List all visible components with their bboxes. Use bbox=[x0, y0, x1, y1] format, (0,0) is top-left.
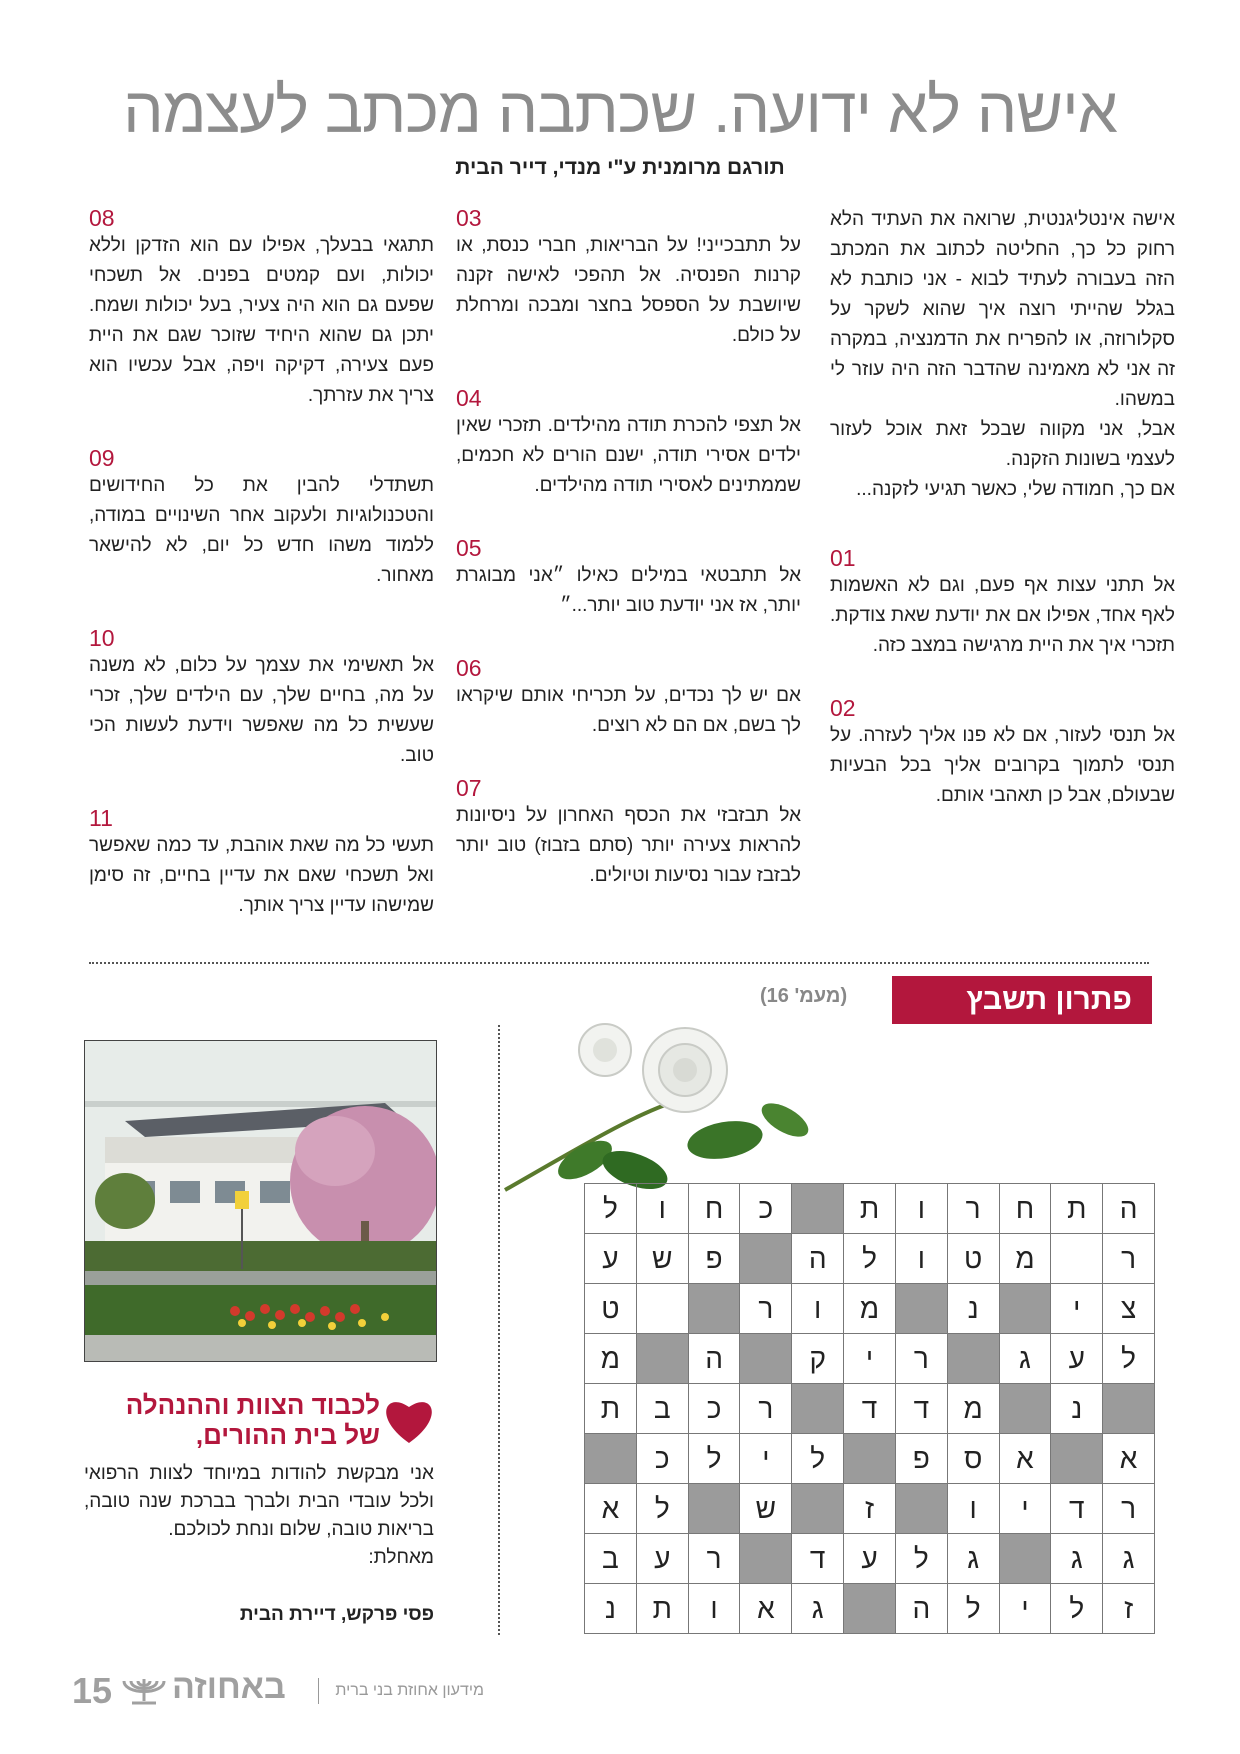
grid-cell: מ bbox=[1000, 1234, 1052, 1284]
grid-black-cell bbox=[844, 1584, 896, 1634]
grid-cell: ק bbox=[792, 1334, 844, 1384]
grid-cell: י bbox=[1000, 1584, 1052, 1634]
grid-cell: א bbox=[1000, 1434, 1052, 1484]
grid-cell: פ bbox=[689, 1234, 741, 1284]
item-number: 04 bbox=[456, 385, 482, 411]
grid-cell: ב bbox=[585, 1534, 637, 1584]
grid-cell: ל bbox=[1051, 1584, 1103, 1634]
grid-cell: נ bbox=[1051, 1384, 1103, 1434]
grid-cell: ש bbox=[637, 1234, 689, 1284]
grid-black-cell bbox=[637, 1334, 689, 1384]
column-left bbox=[89, 205, 434, 921]
page-title: אישה לא ידועה. שכתבה מכתב לעצמה bbox=[123, 74, 1117, 146]
item-number: 07 bbox=[456, 775, 482, 801]
grid-cell: ד bbox=[844, 1384, 896, 1434]
grid-cell: ר bbox=[1103, 1484, 1155, 1534]
grid-cell bbox=[1051, 1234, 1103, 1284]
grid-cell: ג bbox=[792, 1584, 844, 1634]
grid-cell: ה bbox=[689, 1334, 741, 1384]
grid-cell: א bbox=[585, 1484, 637, 1534]
grid-cell: כ bbox=[637, 1434, 689, 1484]
grid-black-cell bbox=[948, 1334, 1000, 1384]
list-item bbox=[456, 655, 801, 741]
list-item bbox=[89, 625, 434, 771]
grid-black-cell bbox=[740, 1234, 792, 1284]
grid-cell: ד bbox=[792, 1534, 844, 1584]
item-number: 09 bbox=[89, 445, 115, 471]
grid-cell: ע bbox=[844, 1534, 896, 1584]
item-number: 03 bbox=[456, 205, 482, 231]
item-text: אל תנסי לעזור, אם לא פנו אליך לעזרה. על תנסי לתמוך בקרובים אליך בכל הבעיות שבעולם, אבל כן תאהבי אותם. bbox=[830, 725, 1175, 806]
item-text: אל תאשימי את עצמך על כלום, לא משנה על מה, בחיים שלך, עם הילדים שלך, זכרי שעשית כל מה שאפשר וידעת לעשות הכי טוב. bbox=[89, 655, 434, 766]
grid-cell bbox=[637, 1284, 689, 1334]
item-text: על תתבכייני! על הבריאות, חברי כנסת, או קרנות הפנסיה. אל תהפכי לאישה זקנה שיושבת על הספסל בחצר ומבכה ומרחלת על כולם. bbox=[456, 235, 801, 346]
grid-cell: ש bbox=[740, 1484, 792, 1534]
heart-icon bbox=[382, 1395, 436, 1445]
thanks-title-line: של בית ההורים, bbox=[195, 1420, 380, 1450]
menorah-icon bbox=[118, 1677, 170, 1705]
grid-cell: צ bbox=[1103, 1284, 1155, 1334]
grid-cell: ט bbox=[948, 1234, 1000, 1284]
grid-black-cell bbox=[689, 1284, 741, 1334]
grid-cell: ר bbox=[740, 1284, 792, 1334]
grid-cell: ז bbox=[1103, 1584, 1155, 1634]
solution-title: פתרון תשבץ bbox=[892, 976, 1152, 1024]
list-item bbox=[89, 205, 434, 411]
grid-cell: ר bbox=[896, 1334, 948, 1384]
grid-cell: כ bbox=[689, 1384, 741, 1434]
intro-paragraph: אבל, אני מקווה שבכל זאת אוכל לעזור לעצמי בשונות הזקנה. bbox=[830, 419, 1175, 470]
grid-cell: ז bbox=[844, 1484, 896, 1534]
grid-cell: נ bbox=[585, 1584, 637, 1634]
thanks-from-label: מאחלת: bbox=[368, 1547, 434, 1568]
grid-cell: ו bbox=[637, 1184, 689, 1234]
grid-cell: ח bbox=[689, 1184, 741, 1234]
footer-separator bbox=[318, 1678, 319, 1704]
item-text: תשתדלי להבין את כל החידושים והטכנולוגיות ולעקוב אחר השינויים במודה, ללמוד משהו חדש כל יום, לא להישאר מאחור. bbox=[89, 475, 434, 586]
grid-cell: ג bbox=[948, 1534, 1000, 1584]
grid-cell: י bbox=[844, 1334, 896, 1384]
grid-cell: ל bbox=[948, 1584, 1000, 1634]
list-item bbox=[456, 535, 801, 621]
item-number: 02 bbox=[830, 695, 856, 721]
grid-cell: מ bbox=[585, 1334, 637, 1384]
grid-black-cell bbox=[896, 1484, 948, 1534]
column-right bbox=[830, 205, 1175, 811]
grid-cell: ר bbox=[948, 1184, 1000, 1234]
grid-cell: ר bbox=[1103, 1234, 1155, 1284]
grid-cell: כ bbox=[740, 1184, 792, 1234]
grid-cell: ל bbox=[1103, 1334, 1155, 1384]
grid-black-cell bbox=[1051, 1434, 1103, 1484]
grid-black-cell bbox=[1000, 1384, 1052, 1434]
rose-illustration bbox=[495, 1010, 825, 1210]
grid-cell: ו bbox=[948, 1484, 1000, 1534]
grid-cell: י bbox=[740, 1434, 792, 1484]
thanks-body bbox=[84, 1460, 434, 1572]
grid-cell: נ bbox=[948, 1284, 1000, 1334]
item-text: אל תצפי להכרת תודה מהילדים. תזכרי שאין ילדים אסירי תודה, ישנם הורים לא חכמים, שממתינים לאסירי תודה מהילדים. bbox=[456, 415, 801, 496]
grid-cell: ר bbox=[689, 1534, 741, 1584]
grid-cell: ל bbox=[896, 1534, 948, 1584]
list-item bbox=[456, 205, 801, 351]
grid-cell: ל bbox=[585, 1184, 637, 1234]
grid-cell: ג bbox=[1103, 1534, 1155, 1584]
item-number: 11 bbox=[89, 805, 113, 831]
grid-cell: ת bbox=[585, 1384, 637, 1434]
thanks-signer: פסי פרקש, דיירת הבית bbox=[239, 1604, 434, 1625]
grid-cell: ו bbox=[896, 1234, 948, 1284]
grid-cell: ד bbox=[896, 1384, 948, 1434]
list-item bbox=[89, 805, 434, 921]
grid-cell: ה bbox=[896, 1584, 948, 1634]
item-text: תתגאי בבעלך, אפילו עם הוא הזדקן וללא יכולות, ועם קמטים בפנים. אל תשכחי שפעם גם הוא היה צעיר, בעל יכולות ושמח. יתכן גם שהוא היחיד שזוכר שגם את היית פעם צעירה, דקיקה ויפה, אבל עכשיו הוא צריך את עזרתך. bbox=[89, 235, 434, 406]
item-number: 05 bbox=[456, 535, 482, 561]
grid-cell: ל bbox=[792, 1434, 844, 1484]
grid-cell: י bbox=[1000, 1484, 1052, 1534]
grid-black-cell bbox=[792, 1384, 844, 1434]
page-subtitle: תורגם מרומנית ע"י מנדי, דייר הבית bbox=[455, 156, 785, 179]
item-number: 10 bbox=[89, 625, 115, 651]
footer-description: מידעון אחוזת בני ברית bbox=[335, 1682, 484, 1699]
thanks-title bbox=[90, 1390, 380, 1450]
grid-black-cell bbox=[740, 1534, 792, 1584]
grid-cell: י bbox=[1051, 1284, 1103, 1334]
grid-cell: ו bbox=[792, 1284, 844, 1334]
list-item bbox=[830, 695, 1175, 811]
grid-black-cell bbox=[1000, 1534, 1052, 1584]
crossword-solution-grid bbox=[584, 1183, 1155, 1634]
grid-cell: ל bbox=[689, 1434, 741, 1484]
grid-cell: ת bbox=[1051, 1184, 1103, 1234]
item-text: אל תתני עצות אף פעם, וגם לא האשמות לאף אחד, אפילו אם את יודעת שאת צודקת. תזכרי איך את היית מרגישה במצב כזה. bbox=[830, 575, 1175, 656]
grid-cell: מ bbox=[844, 1284, 896, 1334]
grid-cell: ו bbox=[896, 1184, 948, 1234]
item-text: תעשי כל מה שאת אוהבת, עד כמה שאפשר ואל תשכחי שאם את עדיין בחיים, זה סימן שמישהו עדיין צריך אותך. bbox=[89, 835, 434, 916]
grid-cell: מ bbox=[948, 1384, 1000, 1434]
item-text: אל תבזבזי את הכסף האחרון על ניסיונות להראות צעירה יותר (סתם בזבוז) טוב יותר לבזבז עבור נסיעות וטיולים. bbox=[456, 805, 801, 886]
brand-name: באחוזה bbox=[172, 1668, 286, 1706]
list-item bbox=[456, 775, 801, 891]
grid-cell: ל bbox=[637, 1484, 689, 1534]
list-item bbox=[830, 545, 1175, 661]
thanks-message: אני מבקשת להודות במיוחד לצוות הרפואי ולכל עובדי הבית ולברך בברכת שנה טובה, בריאות טובה, שלום ונחת לכולכם. bbox=[84, 1463, 434, 1540]
grid-black-cell bbox=[689, 1484, 741, 1534]
list-item bbox=[89, 445, 434, 591]
building-photo-illustration bbox=[85, 1041, 436, 1361]
grid-cell: ה bbox=[792, 1234, 844, 1284]
grid-cell: ע bbox=[637, 1534, 689, 1584]
grid-cell: ד bbox=[1051, 1484, 1103, 1534]
grid-cell: ג bbox=[1051, 1534, 1103, 1584]
grid-cell: ע bbox=[585, 1234, 637, 1284]
grid-black-cell bbox=[1000, 1284, 1052, 1334]
item-text: אם יש לך נכדים, על תכריחי אותם שיקראו לך בשם, אם הם לא רוצים. bbox=[456, 685, 801, 736]
grid-cell: פ bbox=[896, 1434, 948, 1484]
grid-black-cell bbox=[844, 1434, 896, 1484]
grid-cell: ע bbox=[1051, 1334, 1103, 1384]
grid-cell: ר bbox=[740, 1384, 792, 1434]
intro-paragraph: אישה אינטליגנטית, שרואה את העתיד הלא רחוק כל כך, החליטה לכתוב את המכתב הזה בעבורה לעתיד לבוא - אני כותבת לא בגלל שהייתי רוצה איך שהוא לשקר על סקלורוזה, או להפריח את הדמנציה, במקרה זה אני לא מאמינה שהדבר הזה היה עוזר לי במשהו. bbox=[830, 209, 1175, 410]
rose-icon bbox=[495, 1010, 825, 1210]
grid-cell: ג bbox=[1000, 1334, 1052, 1384]
item-number: 06 bbox=[456, 655, 482, 681]
grid-black-cell bbox=[1103, 1384, 1155, 1434]
grid-black-cell bbox=[896, 1284, 948, 1334]
intro-paragraph: אם כך, חמודה שלי, כאשר תגיעי לזקנה... bbox=[856, 479, 1175, 500]
column-middle bbox=[456, 205, 801, 891]
item-number: 01 bbox=[830, 545, 856, 571]
page-number: 15 bbox=[72, 1670, 113, 1711]
list-item bbox=[456, 385, 801, 501]
grid-cell: ת bbox=[637, 1584, 689, 1634]
grid-cell: א bbox=[740, 1584, 792, 1634]
grid-black-cell bbox=[585, 1434, 637, 1484]
grid-cell: ח bbox=[1000, 1184, 1052, 1234]
grid-black-cell bbox=[792, 1184, 844, 1234]
grid-black-cell bbox=[792, 1484, 844, 1534]
section-divider bbox=[89, 962, 1149, 964]
grid-cell: ה bbox=[1103, 1184, 1155, 1234]
building-photo bbox=[84, 1040, 437, 1362]
grid-cell: ו bbox=[689, 1584, 741, 1634]
item-text: אל תתבטאי במילים כאילו ״אני מבוגרת יותר, אז אני יודעת טוב יותר...״ bbox=[456, 565, 801, 616]
grid-black-cell bbox=[740, 1334, 792, 1384]
grid-cell: ת bbox=[844, 1184, 896, 1234]
grid-cell: ל bbox=[844, 1234, 896, 1284]
item-number: 08 bbox=[89, 205, 115, 231]
solution-page-ref: (מעמ' 16) bbox=[760, 985, 848, 1007]
thanks-title-line: לכבוד הצוות וההנהלה bbox=[125, 1390, 380, 1420]
grid-cell: ב bbox=[637, 1384, 689, 1434]
grid-cell: א bbox=[1103, 1434, 1155, 1484]
grid-cell: ס bbox=[948, 1434, 1000, 1484]
grid-cell: ט bbox=[585, 1284, 637, 1334]
